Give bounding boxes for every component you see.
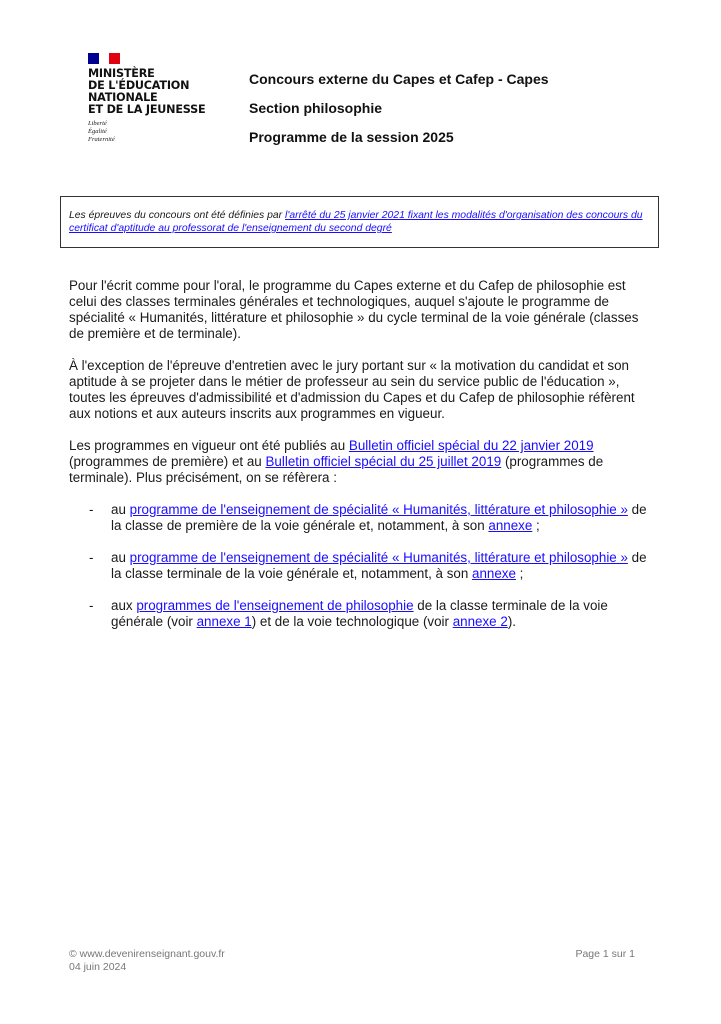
paragraph-publications (69, 438, 654, 486)
ministry-logo (88, 53, 218, 144)
list-item (69, 598, 654, 630)
philosophie-programme-link[interactable]: programmes de l'enseignement de philosophie (136, 598, 414, 613)
page-footer (69, 948, 635, 974)
copyright: © www.devenirenseignant.gouv.fr (69, 948, 225, 960)
text: aux (111, 598, 137, 613)
list-item (69, 502, 654, 534)
list-item (69, 550, 654, 582)
text: au (111, 550, 130, 565)
annexe-link[interactable]: annexe (488, 518, 533, 533)
motto-line: Fraternité (88, 136, 115, 143)
page-number: Page 1 sur 1 (575, 948, 635, 960)
text: de la classe terminale de la voie générale (voir (111, 598, 608, 629)
paragraph-exception: À l'exception de l'épreuve d'entretien avec le jury portant sur « la motivation du candidat et son aptitude à se projeter dans le métier de professeur au sein du service public de l'éducation », toutes les épreuves d'admissibilité et d'admission du Capes et du Cafep de philosophie réfèrent aux notions et aux auteurs inscrits aux programmes en vigueur. (69, 358, 635, 421)
section-title: Section philosophie (249, 100, 383, 116)
hlp-premiere-link[interactable]: programme de l'enseignement de spécialité « Humanités, littérature et philosophie » (129, 502, 628, 517)
french-flag-icon (88, 53, 120, 64)
annexe-2-link[interactable]: annexe 2 (452, 614, 508, 629)
annexe-link[interactable]: annexe (472, 566, 516, 581)
text: ; (532, 518, 540, 533)
hlp-terminale-link[interactable]: programme de l'enseignement de spécialité « Humanités, littérature et philosophie » (129, 550, 628, 565)
ministry-line: MINISTÈRE (88, 67, 155, 80)
ministry-line: ET DE LA JEUNESSE (88, 103, 206, 116)
bulletin-2019-01-link[interactable]: Bulletin officiel spécial du 22 janvier 2019 (348, 438, 594, 453)
dash-bullet: - (89, 502, 94, 517)
ministry-name (88, 68, 218, 116)
dash-bullet: - (89, 598, 94, 613)
motto-line: Liberté (88, 120, 107, 127)
text: au (111, 502, 130, 517)
arrete-link[interactable]: l'arrêté du 25 janvier 2021 fixant les modalités d'organisation des concours du certificat d'aptitude au professorat de l'enseignement du second degré (69, 210, 643, 234)
text: de la classe terminale de la voie générale et, notamment, à son (111, 550, 647, 581)
notice-text: Les épreuves du concours ont été définies par (69, 210, 286, 221)
text: de la classe de première de la voie générale et, notamment, à son (111, 502, 647, 533)
contest-title: Concours externe du Capes et Cafep - Capes (249, 71, 549, 87)
text: ; (515, 566, 524, 581)
ministry-line: NATIONALE (88, 91, 158, 104)
footer-date: 04 juin 2024 (69, 961, 127, 973)
session-title: Programme de la session 2025 (249, 129, 454, 145)
bulletin-2019-07-link[interactable]: Bulletin officiel spécial du 25 juillet 2019 (265, 454, 502, 469)
annexe-1-link[interactable]: annexe 1 (196, 614, 252, 629)
text: (programmes de première) et au (69, 454, 266, 469)
paragraph-programme: Pour l'écrit comme pour l'oral, le programme du Capes externe et du Cafep de philosophie est celui des classes terminales générales et technologiques, auquel s'ajoute le programme de spécialité « Humanités, littérature et philosophie » du cycle terminal de la voie générale (classes de première et de terminale). (69, 278, 639, 341)
motto-line: Égalité (88, 128, 107, 135)
notice-box (60, 196, 659, 248)
ministry-line: DE L'ÉDUCATION (88, 79, 190, 92)
document-header (249, 70, 549, 157)
text: (programmes de terminale). Plus précisément, on se réfèrera : (69, 454, 604, 485)
text: Les programmes en vigueur ont été publiés au (69, 438, 349, 453)
republic-motto (88, 120, 218, 144)
reference-list (69, 502, 654, 630)
text: ) et de la voie technologique (voir (251, 614, 453, 629)
text: ). (507, 614, 516, 629)
document-body (69, 278, 654, 646)
dash-bullet: - (89, 550, 94, 565)
